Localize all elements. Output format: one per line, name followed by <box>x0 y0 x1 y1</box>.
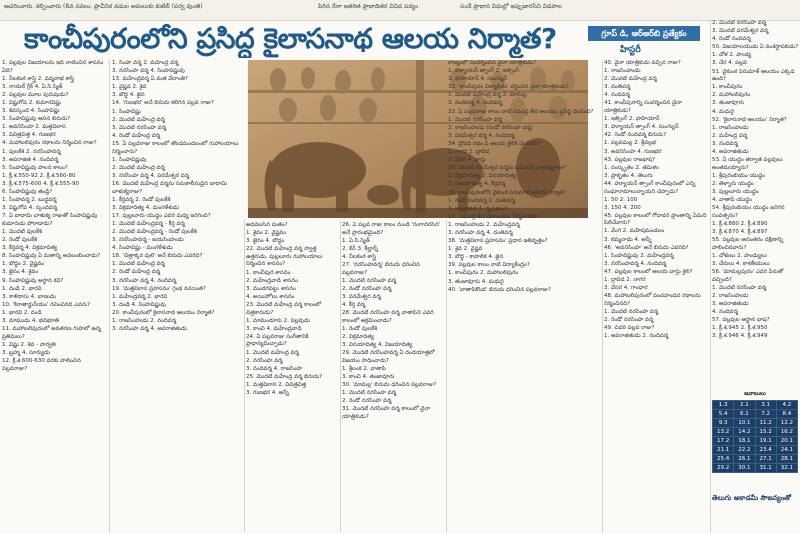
question-line: 36. కాంచీపురంలోని వైకుంఠ పెరుమాళ్ ఆలయ నిర్మాత? <box>448 189 567 196</box>
question-line: 3. వేసర 4. గాంధార <box>604 285 648 292</box>
question-line: 3. మొదటి పరమేశ్వర వర్మ <box>712 28 769 35</box>
answer-cell: 18.1 <box>734 437 755 446</box>
question-line: 56. 'మామల్లపురం' ఎవరి పేరుతో వచ్చింది? <box>712 268 784 283</box>
answer-cell: 4.2 <box>776 401 797 410</box>
question-column-2 <box>112 60 242 532</box>
answer-cell: 23.4 <box>755 446 776 455</box>
question-line: 40. 'వాతాపికొండ' బిరుదు ధరించిన పల్లవరాజు? <box>448 286 551 293</box>
question-line: 3. దంతివర్మ <box>604 84 631 91</box>
question-line: 3. విష్ణుగోప 4. స్కందవర్మ <box>2 205 58 212</box>
question-line: 3. విజయాదిత్య 4. కీర్తివర్మ <box>448 181 506 188</box>
question-line: 3. క్రీ.శ.946 4. క్రీ.శ.949 <box>712 333 768 340</box>
question-line: 2. మొదటి నరసింహ వర్మ <box>712 20 767 26</box>
top-strip-right: సందే ప్రాధాన విధుల్లో ఇప్పుడారసిని విడపాల <box>460 3 562 10</box>
answer-cell: 32.1 <box>776 464 797 473</box>
question-line: 2. మహేంద్ర వర్మ <box>712 132 748 139</box>
question-line: 1. అవనిసింహ 2. మత్తవిలాస <box>2 124 66 131</box>
question-line: 47. పల్లవుల కాలంలో ఆలయ వాస్తు శైలి? <box>604 268 693 275</box>
question-line: 1. సంస్కృతం 2. తమిళం <box>604 164 659 171</box>
question-line: 1. కాంచీపుర శాసనం <box>246 269 291 276</box>
question-line: 25. మొదటి మహేంద్ర వర్మ బిరుదు? <box>246 373 323 380</box>
question-line: 3. హ్యూయన్ త్సాంగ్ 4. సుంగ్యున్ <box>604 124 679 131</box>
answer-cell: 24.1 <box>776 446 797 455</box>
top-strip <box>0 0 800 21</box>
answer-cell: 15.2 <box>755 428 776 437</box>
question-line: 4. కీర్తి వర్మ <box>342 301 366 308</box>
question-line: 57. పల్లవుల ఆస్థాన భాష? <box>712 316 770 323</box>
question-line: 3. సింహవిష్ణువు ఆసన బిరుదు? <box>2 116 71 123</box>
answer-cell: 5.4 <box>713 410 734 419</box>
question-line: 2. విక్రమాదిత్య <box>342 333 375 340</box>
answer-cell: 2.1 <box>734 401 755 410</box>
question-line: 1. శ్రీపురంబియం యుద్ధం <box>712 172 766 179</box>
question-line: 33. ఏ పల్లవరాజు కాలం నాటి సముద్ర తీర ఆలయం ప్రసిద్ధి చెందింది? <box>448 108 594 115</box>
question-line: 48. మహాబలిపురంలో పంచపాండవ రథాలను నిర్మించినది? <box>604 293 701 307</box>
question-line: 1. మొదటి నరసింహ వర్మ <box>604 308 659 315</box>
answer-cell: 1.3 <box>713 401 734 410</box>
question-line: 3. పుల్లలూరు యుద్ధం <box>712 188 759 195</box>
question-line: 1. మొదటి నరసింహ వర్మ <box>712 284 767 291</box>
question-line: 3. అపరాజితుడు <box>712 300 749 307</box>
question-line: 3. విక్రమాదిత్య 4. మంగళేశుడు <box>112 204 180 211</box>
section-title: హిస్టరీ <box>620 45 641 55</box>
question-line: 1. క్రీ.శ.550-92 2. క్రీ.శ.560-80 <box>2 172 76 179</box>
question-line: 4. అయిహోలు శాసనం <box>246 293 295 300</box>
question-line: 46. 'అవనిసింహ' అనే బిరుదు ఎవరిది? <box>604 244 689 251</box>
question-line: 42. రెండో నందివర్మ బిరుదు? <box>604 132 667 139</box>
question-line: 1. ఇత్సింగ్ 2. ఫాహియాన్ <box>604 116 660 123</box>
question-line: 43. పల్లవుల రాజభాష? <box>604 156 656 163</box>
question-line: 3. రాయల్ గ్రీక్ 4. ఏ.సి.స్మిత్ <box>2 83 63 90</box>
question-line: 1. మొదటి మహేంద్ర వర్మ <box>246 349 299 356</box>
question-line: 1. మొదటి మహేంద్ర వర్మ <box>112 261 165 268</box>
question-line: 1. క్రీ.శ.880 2. క్రీ.శ.890 <box>712 220 768 227</box>
credit-footer: తెలుగు అకాడమీ సౌజన్యంతో <box>712 494 791 502</box>
question-line: 54. శ్రీపురంబియం యుద్ధం జరిగిన సంవత్సరం? <box>712 205 785 219</box>
question-line: 11. మహాబలిపురంలో అవతరణ గుహలో ఉన్న ప్రతిమలు? <box>2 326 102 340</box>
question-line: 3. పరమేశ్వర వర్మ 4. నందివర్మ <box>448 132 515 139</box>
question-line: 17. పుల్లలూరు యుద్ధం ఎవరి మధ్య జరిగింది? <box>112 212 211 219</box>
question-line: 19. 'మత్తవిలాస ప్రహసనం' గ్రంథ రచయిత? <box>112 285 206 292</box>
question-column-1 <box>2 60 107 532</box>
question-line: 3. దంతివర్మ 4. నందివర్మ <box>448 100 503 107</box>
question-line: 3. జైనం 4. బౌద్ధం <box>246 238 285 245</box>
question-line: 37. 'సముద్ర తీర దేవాలయం' నిర్మించినది? <box>448 213 540 220</box>
question-line: 1. భారవి 2. దండి <box>2 309 42 316</box>
question-line: 3. నరసింహ వర్మ 4. నందివర్మ <box>112 277 177 284</box>
question-line: 3. మండగపట్టు శాసనం <box>246 285 296 292</box>
question-line: 1. మత్తవిలాస 2. విచిత్రచిత్త <box>246 381 307 388</box>
question-line: 3. గుణభర 4. అన్నీ <box>246 389 289 396</box>
question-line: 3. మాఘుడు 4. భవభూతి <box>2 318 59 324</box>
question-line: 1. నీలకంఠ శాస్త్రి 2. పద్మనాభ శాస్త్రి <box>2 75 75 82</box>
question-line: 55. పల్లవుల అనంతరం దక్షిణాన్ని పాలించినవారు? <box>712 237 784 251</box>
question-line: 44. హ్యూయన్ త్సాంగ్ కాంచీపురంలో ఎన్ని సంఘారామాలున్నాయని చెప్పాడు? <box>604 180 696 195</box>
question-line: 38. 'మత్తవిలాస ప్రహసనం' ప్రధాన ఇతివృత్తం? <box>448 238 548 245</box>
question-line: 2. మొదటి మహేంద్ర వర్మ <box>604 76 657 83</box>
answer-cell: 9.3 <box>713 419 734 428</box>
answer-cell: 25.4 <box>713 455 734 464</box>
question-line: 2. నరసింహ వర్మ <box>246 357 283 364</box>
question-line: ఆడవలసిన మతం? <box>246 222 288 228</box>
question-line: 4. వాతాపి యుద్ధం <box>712 197 752 204</box>
question-line: 50. విజయాలయుడు ఏ వంశస్థాపకుడు? <box>712 44 799 51</box>
question-line: 16. మొదటి మహేంద్ర వర్మను సమకాలీనుడైన బాదామి చాళుక్యరాజు? <box>112 180 228 195</box>
question-line: 4. రెండో మహేంద్ర వర్మ <box>112 132 161 139</box>
question-line: 2. రెండో నరసింహ వర్మ <box>342 398 392 405</box>
question-line: 1. రాజసింహుడు <box>712 124 749 131</box>
question-line: 1. హ్యూయన్ త్సాంగ్ 2. ఇత్సింగ్ <box>448 68 519 75</box>
top-strip-middle: పిరిన రేనా ఇతరిత ప్రాధాదితర వివిధ పద్యం <box>318 3 419 10</box>
question-line: 41. కాంచీపురాన్ని సందర్శించిన చైనా యాత్రికుడు? <box>604 100 682 115</box>
answer-cell: 17.2 <box>713 437 734 446</box>
question-line: 9. సింహవిష్ణువు ఆస్థాన కవి? <box>2 277 64 284</box>
question-line: 3. బ్రహ్మ 4. సూర్యుడు <box>2 349 51 356</box>
question-line: 14. 'గుణభర' అనే బిరుదు కలిగిన పల్లవ రాజు? <box>112 100 214 107</box>
question-line: 23. మొదటి మహేంద్ర వర్మ కాలంలో చిత్రకారుడు? <box>246 301 322 316</box>
question-line: 27. 'నరసింహవర్మ' బిరుదు ధరించిన పల్లవరాజు? <box>342 261 420 276</box>
question-line: 4. మహాబలిపురం రథాలను నిర్మించిన రాజు? <box>2 140 97 147</box>
question-line: 49. చివరి పల్లవ రాజు? <box>604 325 655 332</box>
question-line: 10. 'కిరాతార్జునీయం' రచించినది ఎవరు? <box>2 301 91 308</box>
answer-cell: 10.1 <box>734 419 755 428</box>
question-column-5 <box>448 60 600 532</box>
question-line: 3. నరసింహవర్మ 4. నందివర్మ <box>604 260 667 267</box>
question-line: 1. చోళ 2. పాండ్య <box>712 52 752 59</box>
question-line: 28. మొదటి నరసింహ వర్మ వాతాపిని ఎవరి కాలంలో ఆక్రమించాడు? <box>342 310 434 324</box>
question-line: 45. పల్లవుల కాలంలో గోదావరి ప్రాంతాన్ని ఏమని పిలిచేవారు? <box>604 212 707 227</box>
question-line: 39. పల్లవుల కాలం నాటి విద్యాకేంద్రం? <box>448 262 530 269</box>
question-line: 3. వేసర 4. వాస్తు <box>448 157 487 164</box>
question-line: 4. నందివర్మ <box>712 308 738 315</box>
question-line: 1. మొదటి పులకేశి <box>2 228 42 235</box>
answer-key <box>712 390 798 486</box>
question-line: 2. మొదటి మహేంద్రవర్మ - రెండో పులకేశి <box>112 228 197 235</box>
question-line: 2. మహాబలిపురం <box>712 92 751 99</box>
question-line: 15. ఏ పల్లవరాజు కాలంలో తొండమండలంలో గుహాలయాలు నిర్మించారు? <box>112 140 239 155</box>
question-line: 3. విచిత్రచిత్త 4. గుణభర <box>2 132 56 139</box>
question-line: 3. నరసింహ వర్మ 4. సింహవిష్ణువు <box>112 68 185 75</box>
question-line: 1. వైష్ణవ 2. శైవ <box>112 84 147 91</box>
question-line: 3. మొదటి నరసింహ వర్మ <box>112 124 167 131</box>
question-line: 34. ద్రౌపది రథం ఏ ఆలయ శైలికి చెందినది? <box>448 140 541 147</box>
question-line: 1. 50 2. 100 <box>604 196 638 203</box>
answer-cell: 28.1 <box>776 455 797 464</box>
question-line: 1. శైవ 2. వైష్ణవ <box>448 246 483 253</box>
question-line: 2. మొదటి మహేంద్ర వర్మ <box>112 164 165 171</box>
question-column-7 <box>712 20 800 388</box>
question-line: 1. విక్రమాదిత్య 2. వినయాదిత్య <box>448 173 517 180</box>
question-line: 3. ఫాహియాన్ 4. సుంగ్యున్ <box>448 76 508 83</box>
question-line: 3. నందివర్మ <box>712 140 738 147</box>
question-line: 3. కాంచి 4. తంజావూరు <box>342 373 395 380</box>
question-line: 2. రెండో మహేంద్ర వర్మ <box>112 269 161 276</box>
question-line: 3. జైనం 4. శైవం <box>2 269 39 276</box>
question-line: 3. నరసింహ వర్మ 4. అపరాజితుడు <box>112 326 187 333</box>
question-line: 2. కేన్ 3. కీల్హార్న్ <box>342 245 379 252</box>
answer-cell: 3.1 <box>755 401 776 410</box>
question-line: 3. అపరాజిత 4. నందివర్మ <box>2 156 59 163</box>
question-line: 1. రాజసింహుడు <box>604 68 641 75</box>
question-line: 4. రెండో నందివర్మ <box>712 36 751 43</box>
answer-cell: 27.1 <box>755 455 776 464</box>
answer-cell: 30.1 <box>734 464 755 473</box>
question-line: 5. సింహవిష్ణువు పాలన కాలం? <box>2 164 68 171</box>
top-strip-left: ఆచరించారు. కల్పించారు (8వ నవలు, ప్రాచీనిక వడుల అమలుకు కుటిలీ (పర్వ వుంతి) <box>4 3 203 10</box>
answer-row <box>713 455 798 464</box>
question-line: 1. పులకేశి 2. నరసింహవర్మ <box>2 148 61 155</box>
question-line: 7. ఏ బాదామి చాళుక్య రాజుతో సింహవిష్ణువు కుమారుడు పోరాడాడు? <box>2 213 98 227</box>
answer-cell: 22.2 <box>734 446 755 455</box>
headline: కాంచీపురంలోని ప్రసిద్ధ కైలాసనాథ ఆలయ నిర్మాత? <box>24 22 557 55</box>
question-line: 53. ఏ యుద్ధం తర్వాత పల్లవులు అంతమయ్యారు? <box>712 157 783 171</box>
answer-cell: 11.2 <box>755 419 776 428</box>
answer-row <box>713 410 798 419</box>
answer-cell: 20.1 <box>776 437 797 446</box>
answer-cell: 14.2 <box>734 428 755 437</box>
question-line: 3. తంజావూరు <box>712 100 745 107</box>
question-line: 3. ప్రాకృతం 4. తెలుగు <box>604 172 653 179</box>
question-line: 2. రెండో నరసింహ వర్మ <box>342 285 392 292</box>
question-line: 3. 150 4. 200 <box>604 204 641 211</box>
answer-row <box>713 437 798 446</box>
answer-cell: 6.1 <box>734 410 755 419</box>
question-line: 29. మొదటి నరసింహవర్మ ఏ దండయాత్రలో విజయం సాధించాడు? <box>342 350 435 364</box>
question-line: 3. పరమేశ్వర వర్మ <box>342 293 381 300</box>
question-line: 3. నరసింహ వర్మ 4. దంతివర్మ <box>448 229 513 236</box>
question-line: 1. పల్లవుల విజయాలను ఇది నాటించిన శాసనం ఏది? <box>2 60 104 74</box>
question-line: 4. సింహవిష్ణు - మంగళేశుడు <box>112 245 173 252</box>
question-line: 3. కీర్తివర్మ 4. విక్రమాదిత్య <box>2 245 58 252</box>
question-line: 2. రాజసింహుడు (రెండో నరసింహ వర్మ) <box>448 124 533 131</box>
question-column-4 <box>342 222 444 532</box>
question-line: 3. శివస్కంద 4. సింహవిష్ణు <box>2 108 60 115</box>
question-line: 1. పల్లవమల్ల 2. శ్రీవల్లభ <box>604 140 657 147</box>
question-line: 1. మొదటి నరసింహ వర్మ <box>448 116 503 123</box>
question-line: 1. మహేంద్రవర్మ 2. భారవి <box>112 293 168 300</box>
question-line: 3. కాళిదాసు 4. బాణుడు <box>2 293 56 300</box>
question-line: 30. 'మామల్ల' బిరుదు ధరించిన పల్లవరాజు? <box>342 381 437 388</box>
question-line: 1. రాజసింహుడు 2. నందివర్మ <box>112 318 177 324</box>
question-line: 1. కాంచీపురం 2. మహాబలిపురం <box>448 270 519 277</box>
question-line: 3. బౌద్ధ 4. జైన <box>112 92 145 99</box>
answer-cell: 26.1 <box>734 455 755 464</box>
answer-cell: 16.2 <box>776 428 797 437</box>
answer-key-title: జవాబులు <box>744 391 766 397</box>
question-line: 51. వైకుంఠ పెరుమాళ్ ఆలయం ఎక్కడ ఉంది? <box>712 68 795 83</box>
question-line: 3. నరసింహ వర్మ 4. పరమేశ్వర వర్మ <box>112 172 190 179</box>
question-line: 2. రాజసింహుడు <box>712 292 749 299</box>
question-line: 4. అపరాజితుడు <box>712 149 749 155</box>
question-line: 1. నాగర 2. ద్రావిడ <box>448 149 490 156</box>
question-line: 35. మొదటి పరమేశ్వర వర్మను ఓడించిన చాళుక్యరాజు? <box>448 165 567 172</box>
question-line: 1. సింహవిష్ణు <box>112 108 141 115</box>
answer-row <box>713 446 798 455</box>
question-line: 3. కాంచి 4. మహేంద్రవాడి <box>246 325 302 332</box>
question-line: 3. క్రీ.శ.870 4. క్రీ.శ.897 <box>712 228 768 235</box>
byline: గ్రూప్ డి, ఆర్‌ఆర్‌బి ప్రత్యేకం <box>588 26 700 41</box>
question-line: 1. మొదటి మహేంద్ర వర్మ 2. మామల్ల <box>448 92 527 99</box>
question-line: 1. శ్రీలంక 2. వాతాపి <box>342 365 386 372</box>
question-line: 2. రెండో నరసింహ వర్మ <box>604 317 654 323</box>
question-line: 3. అవనిసింహ 4. గుణభర <box>604 148 662 155</box>
question-line: 1. రెండో పులకేశి <box>342 325 378 332</box>
question-line: 3. అపరాజిత 4. నృపతుంగ <box>448 205 508 212</box>
question-line: 1. కాంచీపురం <box>712 84 743 91</box>
question-line: 3. బౌద్ధ - కాపాలిక 4. జైన <box>448 254 504 261</box>
question-line: 1. వేంగి 2. మహిషమండలం <box>604 228 665 235</box>
answer-cell: 31.1 <box>755 464 776 473</box>
question-line: 3. వినయాదిత్య 4. విజయాదిత్య <box>342 341 413 348</box>
question-line: 31. మొదటి నరసింహ వర్మ కాలంలో చైనా యాత్రికుడు? <box>342 406 431 420</box>
question-line: 1. విష్ణు 2. శివ - పార్వతి <box>2 341 56 348</box>
answer-row <box>713 419 798 428</box>
question-line: 1. దండి 2. భారవి <box>2 285 42 292</box>
answer-cell: 21.1 <box>713 446 734 455</box>
question-line: 1. అపరాజితుడు 2. నందివర్మ <box>604 333 669 340</box>
question-line: 1. రాజసింహుడు 2. మహేంద్రవర్మ <box>448 221 520 228</box>
question-line: 22. మొదటి మహేంద్ర వర్మ స్వాత్త ఉత్తరుడు, పుల్లలూరు గుహాలయాలు నిర్మించిన శాసనం? <box>246 246 323 268</box>
question-line: 18. 'చిత్రాక్కర పులి' అనే బిరుదు ఎవరిది? <box>112 253 203 260</box>
question-line: 1. ఏ.సి.స్మిత్ <box>342 237 370 244</box>
question-line: 12. క్రీ.శ.600-630 వరకు పాలించిన పల్లవరాజు? <box>2 357 81 372</box>
answer-row <box>713 401 798 410</box>
question-line: 1. రెండో నందివర్మ 2. దంతివర్మ <box>448 197 515 204</box>
question-line: 1. సింహ వర్మ 2. మహేంద్ర వర్మ <box>112 60 179 66</box>
question-line: 3. తంజావూరు 4. మధురై <box>448 278 504 285</box>
question-line: 1. ద్రావిడ 2. నాగర <box>604 277 646 284</box>
question-line: 4. నందివర్మ <box>604 92 630 99</box>
question-line: 1. క్రీ.శ.945 2. క్రీ.శ.950 <box>712 325 768 332</box>
question-line: రాజ్యంలో సందర్శించిన చైనా యాత్రికుడు? <box>448 60 536 66</box>
question-line: 24. ఏ పల్లవరాజు సంగీతానికి ప్రాధాన్యమిచ్చాడు? <box>246 333 309 348</box>
question-line: 1. శైవం 2. వైష్ణవం <box>246 230 286 237</box>
question-line: 1. బౌద్ధం 2. వైష్ణవం <box>2 261 45 268</box>
answer-table <box>712 400 798 473</box>
question-line: 32. 'కాంచీపురం విద్యాపీఠం' వర్ణించిన చైనా యాత్రికుడు? <box>448 84 569 91</box>
question-line: 1. కీర్తివర్మ 2. రెండో పులకేశి <box>112 196 171 203</box>
question-line: 1. మామండూరు 2. పల్లవుడు <box>246 317 310 324</box>
question-line: 3. నరసింహవర్మ - జయసింహుడు <box>112 237 184 244</box>
question-line: 1. మొదటి మహేంద్రవర్మ - కీర్తి వర్మ <box>112 220 185 227</box>
question-line: 6. సింహవిష్ణువు తండ్రి? <box>2 189 53 195</box>
question-line: 52. 'కైలాసనాథ ఆలయం' నిర్మాత? <box>712 116 787 123</box>
question-line: 4. నీలకంఠ శాస్త్రి <box>342 253 376 260</box>
question-line: 3. చేర 4. పల్లవ <box>712 60 747 67</box>
question-line: 2. మొదటి మహేంద్ర వర్మ <box>112 116 165 123</box>
question-line: 2. మహేంద్రవాడి శాసనం <box>246 277 298 284</box>
answer-cell: 8.4 <box>776 410 797 419</box>
answer-cell: 7.2 <box>755 410 776 419</box>
question-line: 1. సింహవిష్ణువు <box>112 156 147 163</box>
question-line: 1. విష్ణుగోప 2. కుమారవిష్ణు <box>2 99 62 106</box>
question-line: 20. కాంచీపురంలో కైలాసనాథ ఆలయం నిర్మాత? <box>112 309 215 316</box>
answer-row <box>713 428 798 437</box>
question-line: 1. చోళులు 2. పాండ్యులు <box>712 252 767 259</box>
answer-row <box>713 464 798 473</box>
question-line: 3. క్రీ.శ.575-600 4. క్రీ.శ.555-90 <box>2 180 79 187</box>
question-line: 13. మహేంద్రవర్మ ఏ మత వేదాంతి? <box>112 76 188 83</box>
question-line: 4. మధురై <box>712 108 734 115</box>
question-line: 1. మొదటి నరసింహ వర్మ <box>342 277 397 284</box>
question-column-3 <box>246 222 338 532</box>
question-line: 1. మొదటి నరసింహ వర్మ <box>342 389 397 396</box>
question-line: 3. నందివర్మ 4. రాజసింహ <box>246 365 303 372</box>
question-column-6 <box>604 60 708 532</box>
answer-cell: 29.2 <box>713 464 734 473</box>
question-line: 2. పల్లవుల మూల పురుషుడు? <box>2 91 69 98</box>
question-line: 3. కమ్మనాడు 4. అన్నీ <box>604 236 652 243</box>
question-line: 40. వైనా యాత్రికుడు వచ్చిన రాజు? <box>604 60 681 66</box>
question-line: 26. ఏ పల్లవ రాజు కాలం నుండి 'గంగాదరసేన' అనే ప్రారంభమైంది? <box>342 222 441 236</box>
answer-cell: 19.1 <box>755 437 776 446</box>
question-line: 8. సింహవిష్ణువు ఏ మతాన్ని అవలంబించాడు? <box>2 253 100 260</box>
answer-cell: 13.2 <box>713 428 734 437</box>
question-line: 1. సింహవర్మ 2. బుద్ధవర్మ <box>2 197 57 204</box>
question-line: 3. దండి 4. సింహవిష్ణువు <box>112 301 166 308</box>
question-line: 2. తెళ్ళారు యుద్ధం <box>712 180 754 187</box>
question-line: 2. రెండో పులకేశి <box>2 237 38 244</box>
answer-cell: 12.2 <box>776 419 797 428</box>
question-line: 3. చేరులు 4. కాకతీయులు <box>712 260 770 267</box>
question-line: 1. సింహవిష్ణువు 2. మహేంద్రవర్మ <box>604 252 674 259</box>
